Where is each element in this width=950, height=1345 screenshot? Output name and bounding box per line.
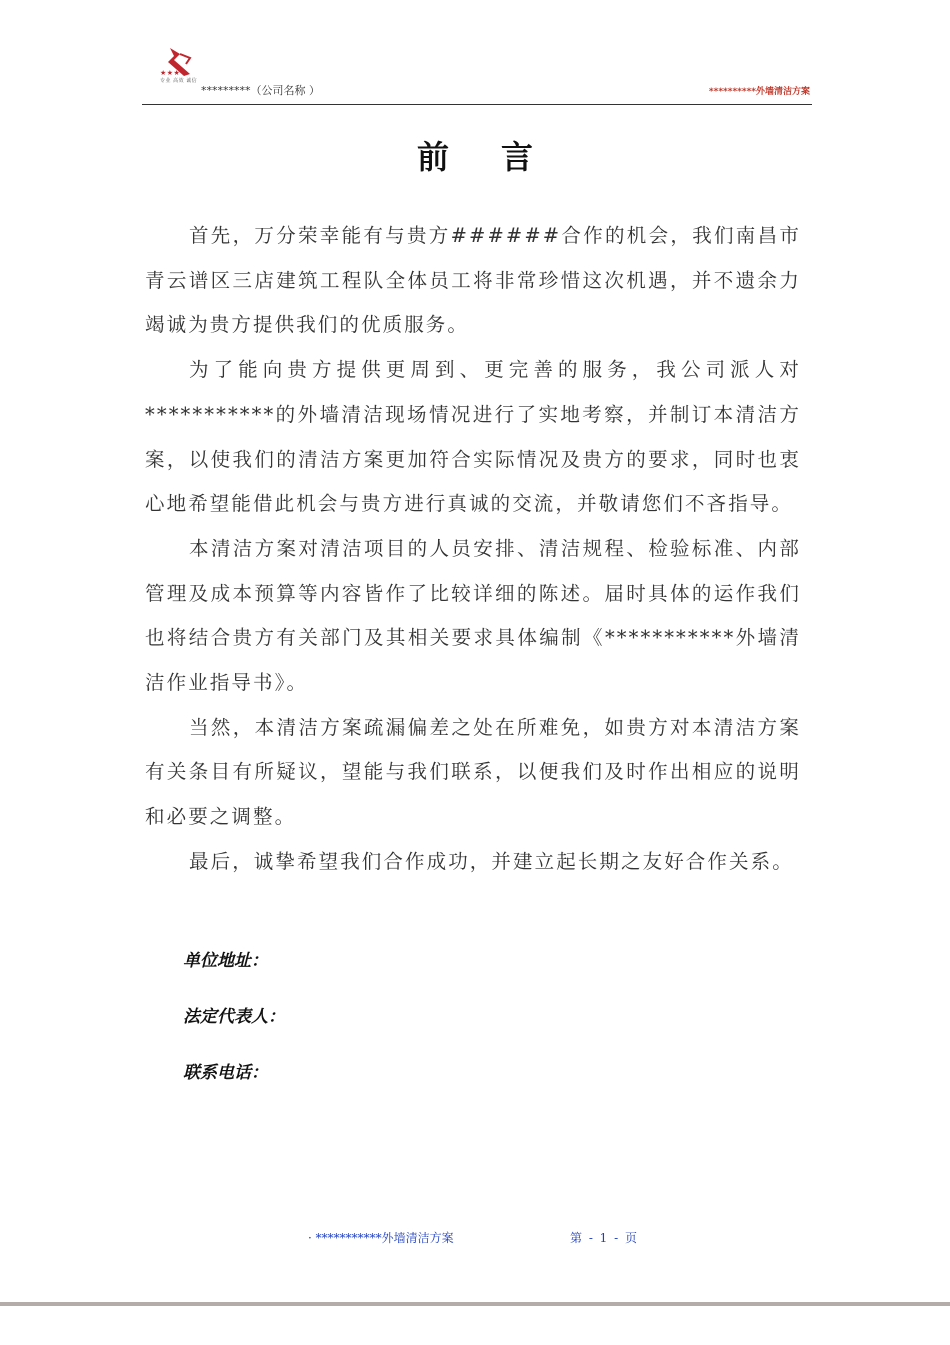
paragraph: 最后，诚挚希望我们合作成功，并建立起长期之友好合作关系。 <box>189 849 794 873</box>
paragraph: 首先，万分荣幸能有与贵方######合作的机会，我们南昌市青云谱区三店建筑工程队全体员工将非常珍惜这次机遇，并不遗余力竭诚为贵方提供我们的优质服务。 <box>145 224 801 337</box>
footer-doc-title: · ***********外墙清洁方案 <box>308 1231 454 1245</box>
logo-stars: ★★★ <box>160 69 181 77</box>
paragraph: 为了能向贵方提供更周到、更完善的服务，我公司派人对***********的外墙清洁现场情况进行了实地考察，并制订本清洁方案，以使我们的清洁方案更加符合实际情况及贵方的要求，同时也衷心地希望能借此机会与贵方进行真诚的交流，并敬请您们不吝指导。 <box>145 358 801 516</box>
body-text <box>145 214 801 885</box>
address-label: 单位地址： <box>183 951 268 971</box>
phone-label: 联系电话： <box>183 1063 268 1083</box>
company-name: *********（公司名称 ） <box>201 84 320 97</box>
header-doc-title: **********外墙清洁方案 <box>708 87 810 97</box>
page-title: 前言 <box>416 138 585 176</box>
paragraph: 当然，本清洁方案疏漏偏差之处在所难免，如贵方对本清洁方案有关条目有所疑议，望能与我们联系，以便我们及时作出相应的说明和必要之调整。 <box>145 715 801 829</box>
page-bottom-divider <box>0 1302 950 1306</box>
page-number: 第 - 1 - 页 <box>570 1231 638 1245</box>
logo-tagline <box>160 69 198 84</box>
logo-slogan: 专业 高效 诚信 <box>160 78 198 84</box>
paragraph: 本清洁方案对清洁项目的人员安排、清洁规程、检验标准、内部管理及成本预算等内容皆作了比较详细的陈述。届时具体的运作我们也将结合贵方有关部门及其相关要求具体编制《***********外墙清洁作业指导书》。 <box>145 536 802 695</box>
page-header <box>142 44 812 105</box>
company-logo <box>150 44 204 92</box>
representative-label: 法定代表人： <box>183 1007 285 1027</box>
